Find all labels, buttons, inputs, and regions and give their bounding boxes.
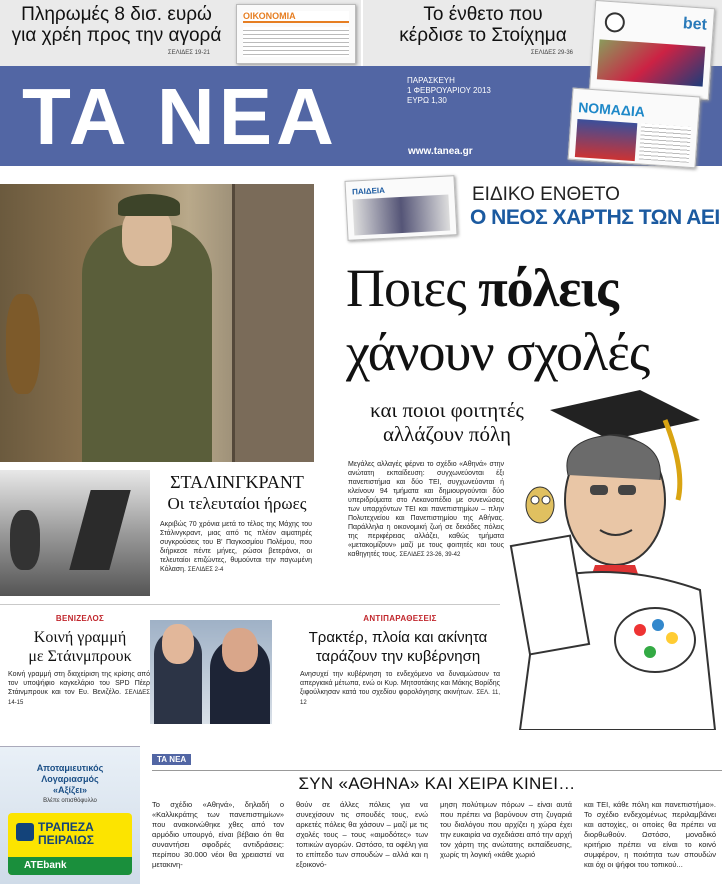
issue-info xyxy=(407,76,491,106)
antiparatheseis-body xyxy=(300,670,500,708)
mortarboard-icon xyxy=(550,390,700,440)
bank-emblem-icon xyxy=(16,823,34,841)
ad-line: Λογαριασμός xyxy=(41,774,99,784)
teaser-pages: ΣΕΛΙΔΕΣ 19-21 xyxy=(167,50,210,56)
editorial-col-2: θούν σε άλλες πόλεις για να συνεχίσουν τις σπουδές τους, ενώ αρκετές πόλεις θα χάσουν – μαζί με τις σχολές τους – τους «αιμοδότες» των τοπικών αγορών. Ωστόσο, τα οφέλη για το επίπεδο των σπουδών – αλλά και η εξοικονό- xyxy=(296,800,428,869)
cabinet xyxy=(232,184,314,462)
issue-day: ΠΑΡΑΣΚΕΥΗ xyxy=(407,76,455,85)
stalingrad-pages: ΣΕΛΙΔΕΣ 2-4 xyxy=(187,567,224,573)
lead-subheadline-line: αλλάζουν πόλη xyxy=(382,422,511,446)
venizelos-tag: ΒΕΝΙΖΕΛΟΣ xyxy=(55,614,105,623)
soldier-figure xyxy=(10,510,40,570)
face-right xyxy=(222,628,258,672)
palette-icon xyxy=(615,608,695,672)
veteran-cap xyxy=(118,194,180,216)
issue-price: ΕΥΡΩ 1,30 xyxy=(407,96,447,105)
stalingrad-body-text: Ακριβώς 70 χρόνια μετά το τέλος της Μάχης του Στάλινγκραντ, μιας από τις πλέον αιματηρές συγκρούσεις του Β' Παγκοσμίου Πολέμου, που διήρκεσε πέντε μήνες, ρώσοι βετεράνοι, οι τελευταίοι επιζώντες, θυμούνται την παγωμένη Κόλαση. xyxy=(160,521,312,573)
thumb-label: ΝΟΜΑΔΙΑ xyxy=(577,99,646,120)
professor-caricature xyxy=(500,380,722,730)
lead-pages: ΣΕΛΙΔΕΣ 23-26, 39-42 xyxy=(399,552,461,558)
lead-subheadline-line: και ποιοι φοιτητές xyxy=(370,398,524,422)
face-left xyxy=(162,624,194,664)
lead-body xyxy=(348,460,504,560)
bet-thumbnail xyxy=(589,0,715,100)
venizelos-title-line: Κοινή γραμμή xyxy=(33,629,127,646)
thumb-photo xyxy=(597,39,706,86)
canvas-easel xyxy=(511,536,589,655)
teaser-headline-line: Το ένθετο που xyxy=(423,4,543,25)
atebank-bar: ATEbank xyxy=(8,857,132,875)
thumb-lines xyxy=(243,27,349,57)
teaser-headline xyxy=(4,4,229,46)
editorial-col-3: μηση πολύτιμων πόρων – είναι αυτά που πρέπει να βαρύνουν στη ζυγαριά του διαλόγου που αρχίζει η χώρα έχει την ευκαιρία να σχεδιάσει από την αρχή τον χάρτη της ανώτατης εκπαίδευσης, χωρίς τη λογική «κάθε χωριό xyxy=(440,800,572,859)
lead-headline-emph: πόλεις xyxy=(478,258,618,318)
vase xyxy=(6,294,40,394)
editorial-badge: ΤΑ ΝΕΑ xyxy=(152,754,191,765)
thumb-photo xyxy=(575,119,638,161)
venizelos-body xyxy=(8,670,150,708)
bank-logo xyxy=(8,813,132,875)
flag-figure xyxy=(69,490,130,570)
editorial-rule xyxy=(152,770,722,771)
politicians-photo xyxy=(150,620,272,724)
thumb-label: ΠΑΙΔΕΙΑ xyxy=(351,185,386,197)
lead-headline-line1[interactable] xyxy=(346,258,618,318)
thumb-label: ΟΙΚΟΝΟΜΙΑ xyxy=(243,11,349,23)
football-icon xyxy=(604,12,625,33)
ad-line: Βλέπε οπισθόφυλλο xyxy=(43,798,97,804)
teaser-headline xyxy=(383,4,583,46)
thumb-lines xyxy=(639,124,691,163)
antiparatheseis-title[interactable] xyxy=(290,628,506,666)
battle-photo xyxy=(0,470,150,596)
teaser-headline-line: κέρδισε το Στοίχημα xyxy=(399,25,567,46)
thumb-photo xyxy=(352,195,450,236)
lead-headline-line2[interactable]: χάνουν σχολές xyxy=(346,322,650,382)
ad-line: Αποταμιευτικός xyxy=(36,763,104,773)
bank-name-line: ΤΡΑΠΕΖΑ xyxy=(38,820,94,834)
stalingrad-title[interactable]: ΣΤΑΛΙΝΓΚΡΑΝΤ xyxy=(170,472,304,492)
stalingrad-body xyxy=(160,520,312,575)
nomadia-thumbnail xyxy=(568,88,701,169)
owl-icon xyxy=(526,487,554,523)
venizelos-title[interactable] xyxy=(6,628,154,666)
teaser-headline-line: για χρέη προς την αγορά xyxy=(11,25,222,46)
thumb-label: bet xyxy=(682,15,708,34)
stalingrad-subtitle: Οι τελευταίοι ήρωες xyxy=(167,494,307,513)
antiparatheseis-tag: ΑΝΤΙΠΑΡΑΘΕΣΕΙΣ xyxy=(363,614,437,623)
antiparatheseis-title-line: ταράζουν την κυβέρνηση xyxy=(315,648,481,665)
lead-kicker-1: ΕΙΔΙΚΟ ΕΝΘΕΤΟ xyxy=(472,184,620,205)
antiparatheseis-title-line: Τρακτέρ, πλοία και ακίνητα xyxy=(308,629,488,646)
paideia-thumbnail xyxy=(345,175,458,241)
bank-name xyxy=(38,821,94,847)
venizelos-body-text: Κοινή γραμμή στη διαχείριση της κρίσης από τον υποψήφιο καγκελάριο του SPD Πέερ Στάινμπρουκ και τον Ευ. Βενιζέλο. xyxy=(8,671,150,696)
issue-date: 1 ΦΕΒΡΟΥΑΡΙΟΥ 2013 xyxy=(407,86,491,95)
divider xyxy=(0,604,500,605)
editorial-col-1: Το σχέδιο «Αθηνά», δηλαδή ο «Καλλικράτης των πανεπιστημίων» που ανακοινώθηκε χθες από τον αρμόδιο υπουργό, είναι βέβαιο ότι θα συναντήσει σφοδρές αντιδράσεις: περίπου 30.000 νέοι θα χρειαστεί να μετακινη- xyxy=(152,800,284,869)
antiparatheseis-body-text: Ανησυχεί την κυβέρνηση το ενδεχόμενο να δυναμώσουν τα απεργιακά μέτωπα, ενώ οι Κυρ. Μητσοτάκης και Μάκης Βορίδης ξιφούλκησαν κατά του σχεδίου φορολόγησης ακινήτων. xyxy=(300,671,500,696)
top-teaser-left[interactable] xyxy=(0,0,361,66)
ad-line: «Αξίζει» xyxy=(53,785,87,795)
teaser-headline-line: Πληρωμές 8 δισ. ευρώ xyxy=(21,4,212,25)
bank-name-line: ΠΕΙΡΑΙΩΣ xyxy=(38,833,94,847)
venizelos-title-line: με Στάινμπρουκ xyxy=(28,648,132,665)
ad-text xyxy=(0,763,140,807)
bank-ad[interactable] xyxy=(0,746,140,884)
newspaper-logo[interactable]: ΤΑ ΝΕΑ xyxy=(22,72,338,161)
website-link[interactable]: www.tanea.gr xyxy=(408,146,473,157)
antiparatheseis-pages: ΣΕΛ. 11, 12 xyxy=(300,690,500,706)
veteran-photo xyxy=(0,184,314,462)
oikonomia-thumbnail xyxy=(236,4,356,64)
lead-body-text: Μεγάλες αλλαγές φέρνει το σχέδιο «Αθηνά» στην ανώτατη εκπαίδευση: συγχωνεύονται έξι πανεπιστήμια και δύο ΤΕΙ, συγχωνεύονται ή κλείνουν 94 τμήματα και δημιουργούνται δύο υπεριδρύματα στο Λεκανοπέδιο με συνενώσεις των υπαρχόντων ΤΕΙ και πανεπιστημίων – πλην Πολυτεχνείου και Πανεπιστημίου της Αθήνας. Παράλληλα η οικονομική ζωή σε δεκάδες πόλεις της περιφέρειας αλλάζει, καθώς τμήματα «μετακομίζουν» μαζί με τους φοιτητές και τους καθηγητές τους. xyxy=(348,461,504,558)
lead-headline-part: Ποιες xyxy=(346,258,479,318)
editorial-title[interactable]: ΣΥΝ «ΑΘΗΝΑ» ΚΑΙ ΧΕΙΡΑ ΚΙΝΕΙ… xyxy=(298,774,576,793)
editorial-col-4: και ΤΕΙ, κάθε πόλη και πανεπιστήμιο». Το σχέδιο ενδεχομένως περιλαμβάνει και αστοχίες, οι οποίες θα πρέπει να διορθωθούν. Ωστόσο, μοναδικό κριτήριο πρέπει να είναι το κοινό συμφέρον, η ποιότητα των σπουδών και όχι οι ψήφοι του τοπικού... xyxy=(584,800,716,869)
venizelos-pages: ΣΕΛΙΔΕΣ 14-15 xyxy=(8,690,150,706)
lead-kicker-2: Ο ΝΕΟΣ ΧΑΡΤΗΣ ΤΩΝ ΑΕΙ xyxy=(470,206,720,229)
teaser-pages: ΣΕΛΙΔΕΣ 29-36 xyxy=(530,50,573,56)
